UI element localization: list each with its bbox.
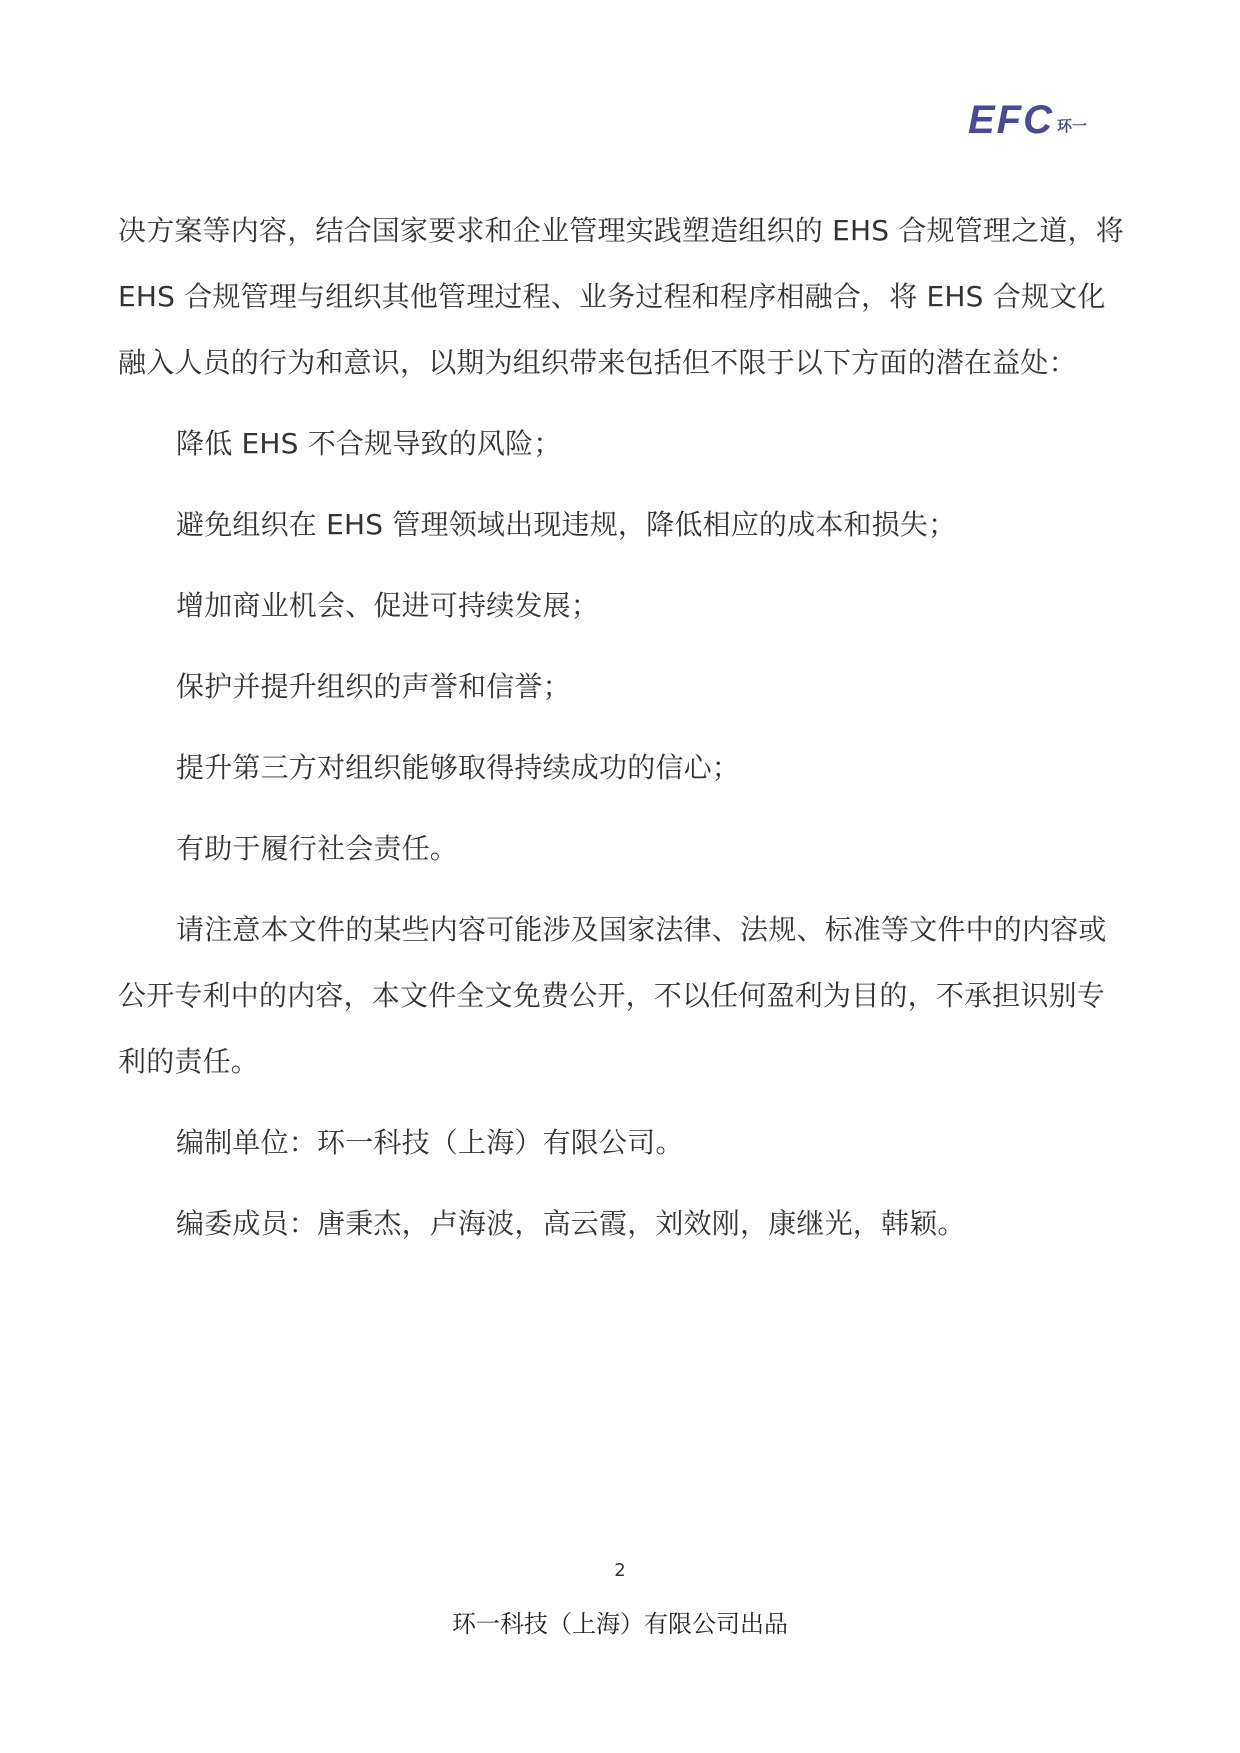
notice-paragraph: 请注意本文件的某些内容可能涉及国家法律、法规、标准等文件中的内容或公开专利中的内容，本文件全文免费公开，不以任何盈利为目的，不承担识别专利的责任。 [118, 913, 1107, 1078]
benefit-item: 增加商业机会、促进可持续发展； [176, 589, 600, 622]
intro-paragraph: 决方案等内容，结合国家要求和企业管理实践塑造组织的 EHS 合规管理之道，将 EHS 合规管理与组织其他管理过程、业务过程和程序相融合，将 EHS 合规文化融入人员的行为和意识，以期为组织带来包括但不限于以下方面的潜在益处： [118, 214, 1124, 379]
benefit-item: 保护并提升组织的声誉和信誉； [176, 670, 571, 703]
committee-line: 编委成员：唐秉杰，卢海波，高云霞，刘效刚，康继光，韩颖。 [176, 1207, 966, 1240]
benefit-item: 避免组织在 EHS 管理领域出现违规，降低相应的成本和损失； [176, 508, 957, 541]
logo-mark: EFC [968, 98, 1054, 142]
benefit-item: 降低 EHS 不合规导致的风险； [176, 427, 562, 460]
document-body [118, 198, 1130, 1257]
page-footer: 环一科技（上海）有限公司出品 [452, 1610, 788, 1638]
benefit-item: 提升第三方对组织能够取得持续成功的信心； [176, 751, 741, 784]
page-number: 2 [614, 1560, 626, 1581]
compiler-line: 编制单位：环一科技（上海）有限公司。 [176, 1126, 684, 1159]
company-logo [968, 96, 1087, 140]
logo-chinese-text: 环一 [1057, 117, 1088, 135]
benefit-item: 有助于履行社会责任。 [176, 832, 459, 865]
